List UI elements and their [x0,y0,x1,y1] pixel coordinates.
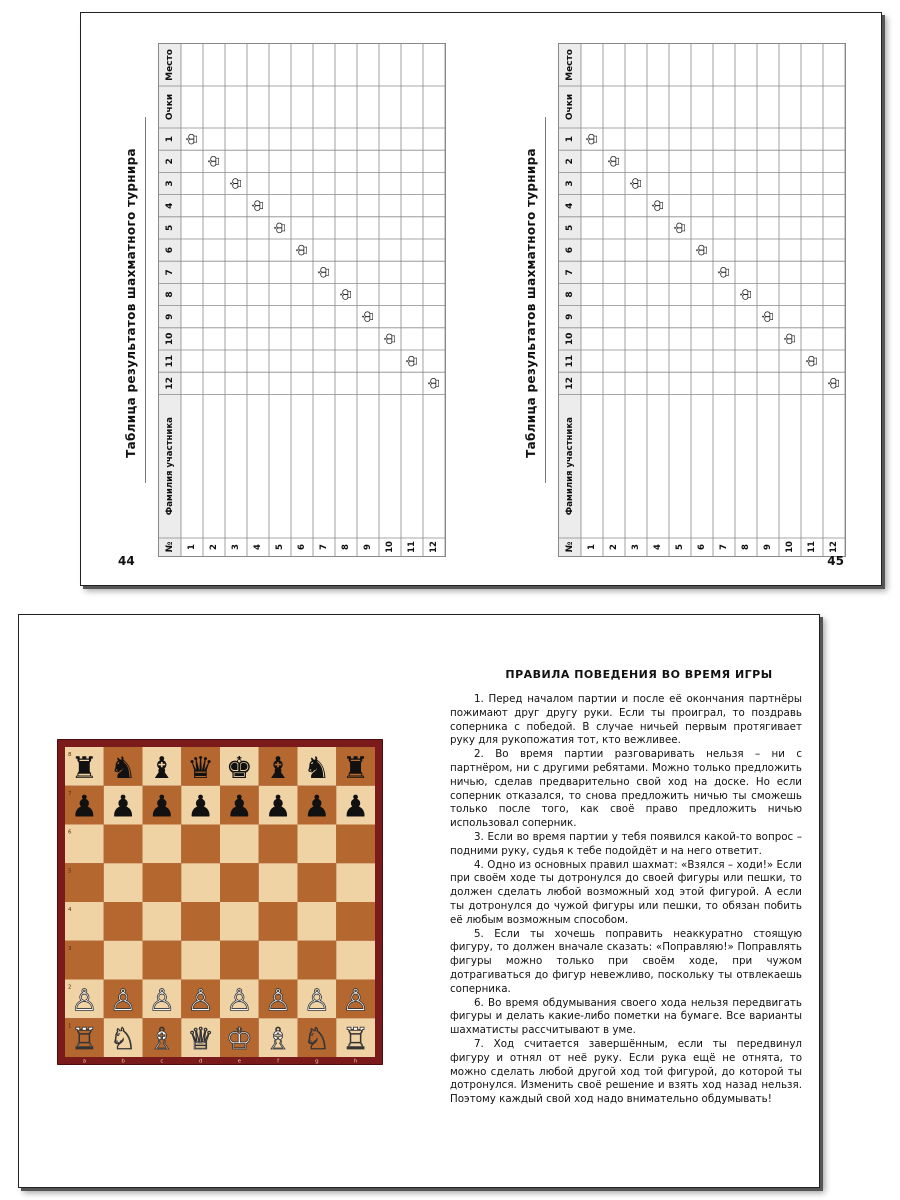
chess-king-icon: ♔ [627,176,645,191]
chess-piece: ♖ [70,1022,98,1058]
board-square [104,863,143,902]
chess-piece: ♖ [342,1022,370,1058]
chess-king-icon: ♔ [205,154,223,169]
chess-piece: ♘ [109,1022,137,1058]
chess-king-icon: ♔ [605,154,623,169]
board-square [220,825,259,864]
row-number-2: 2 [209,544,219,550]
row-number-8: 8 [341,544,351,550]
header-round-9: 9 [565,313,575,320]
chess-piece: ♟ [303,789,331,825]
row-number-11: 11 [807,541,817,553]
row-number-1: 1 [587,544,597,550]
chessboard [57,739,383,1065]
rule-paragraph: 7. Ход считается завершённым, если ты передвинул фигуру и отнял от неё руку. Если рука ещё не отнята, то можно сделать любой другой ход той фигурой, до которой ты дотронулся. Изменить своё решение и взять ход назад нельзя. Поэтому каждый свой ход надо внимательно обдумывать! [450,1037,802,1106]
chess-piece: ♟ [70,789,98,825]
board-square [298,825,337,864]
chess-king-icon: ♔ [825,376,843,391]
board-square [220,902,259,941]
row-number-3: 3 [631,544,641,550]
chess-piece: ♙ [148,983,176,1019]
chess-piece: ♙ [264,983,292,1019]
chess-king-icon: ♔ [403,354,421,368]
rule-paragraph: 6. Во время обдумывания своего хода нельзя передвигать фигуры и делать какие-либо пометки на бумаге. Все варианты шахматисты рассчитывают в уме. [450,996,802,1037]
rules-title: ПРАВИЛА ПОВЕДЕНИЯ ВО ВРЕМЯ ИГРЫ [505,668,773,681]
board-square [181,941,220,980]
chess-king-icon: ♔ [359,309,377,324]
rank-label: 2 [68,984,72,991]
chess-king-icon: ♔ [249,198,267,213]
chess-piece: ♙ [70,983,98,1019]
header-round-1: 1 [565,135,575,143]
file-label: f [277,1058,280,1065]
board-square [336,825,375,864]
board-square [220,863,259,902]
header-round-6: 6 [165,246,175,254]
chess-piece: ♟ [109,789,137,825]
header-round-12: 12 [165,377,175,390]
row-number-4: 4 [253,544,263,550]
file-label: b [121,1058,125,1065]
row-number-12: 12 [829,541,839,553]
title-divider [545,117,546,483]
chess-piece: ♙ [109,983,137,1019]
chess-piece: ♙ [303,983,331,1019]
chess-piece: ♙ [187,983,215,1019]
table-title: Таблица результатов шахматного турнира [124,148,138,458]
row-number-10: 10 [785,541,795,553]
rank-label: 5 [68,868,72,875]
header-round-4: 4 [165,202,175,209]
chess-piece: ♔ [225,1022,253,1058]
rules-text [450,693,802,1107]
board-square [259,825,298,864]
board-square [181,902,220,941]
row-number-1: 1 [187,544,197,550]
chess-king-icon: ♔ [715,265,733,280]
chess-king-icon: ♔ [293,243,311,257]
row-number-6: 6 [297,544,307,550]
chess-piece: ♙ [225,983,253,1019]
title-divider [145,117,146,483]
tournament-table [558,43,846,557]
header-round-5: 5 [165,224,175,232]
row-number-6: 6 [697,544,707,550]
board-square [181,825,220,864]
rank-label: 7 [68,790,72,797]
file-label: c [160,1058,164,1065]
rank-label: 8 [68,752,72,758]
bottom-spread [18,614,820,1188]
table-grid [159,44,445,556]
board-square [143,863,182,902]
chess-piece: ♟ [148,789,176,825]
rule-paragraph: 4. Одно из основных правил шахмат: «Взялся – ходи!» Если при своём ходе ты дотронулся до своей фигуры или пешки, то должен сделать любой возможный ход этой фигурой. А если ты дотронулся до чужой фигуры или пешки, то обязан побить её любым возможным способом. [450,858,802,926]
chess-piece: ♜ [342,750,370,786]
row-number-11: 11 [407,541,417,553]
header-points: Очки [565,93,575,121]
chess-piece: ♕ [187,1022,215,1058]
header-round-6: 6 [565,246,575,254]
chess-piece: ♟ [342,789,370,825]
row-number-9: 9 [363,544,373,550]
page-number: 44 [118,554,135,568]
header-round-11: 11 [165,354,175,368]
header-name: Фамилия участника [165,417,175,516]
chess-king-icon: ♔ [671,221,689,235]
chess-piece: ♝ [264,750,292,786]
row-number-3: 3 [231,544,241,550]
board-square [298,863,337,902]
row-number-2: 2 [609,544,619,550]
table-grid [559,44,845,556]
chess-king-icon: ♔ [315,265,333,280]
row-number-9: 9 [763,544,773,550]
header-round-2: 2 [565,158,575,165]
header-round-1: 1 [165,135,175,143]
file-label: e [237,1058,242,1065]
page-44 [81,13,481,585]
row-number-5: 5 [675,544,685,550]
rank-label: 1 [68,1023,72,1030]
header-round-5: 5 [565,224,575,232]
board-square [143,902,182,941]
chess-king-icon: ♔ [425,376,443,391]
header-round-11: 11 [565,354,575,368]
board-square [104,825,143,864]
board-square [104,902,143,941]
chess-piece: ♟ [264,789,292,825]
header-round-7: 7 [565,269,575,276]
chess-piece: ♞ [109,750,137,786]
file-label: g [315,1058,319,1065]
board-square [298,902,337,941]
board-square [336,902,375,941]
row-number-7: 7 [719,544,729,550]
header-round-4: 4 [565,202,575,209]
header-round-10: 10 [565,332,575,346]
chess-king-icon: ♔ [183,132,201,146]
rank-label: 3 [68,945,72,952]
chess-king-icon: ♔ [781,332,799,346]
chess-piece: ♗ [148,1022,176,1058]
header-round-3: 3 [165,180,175,187]
header-round-9: 9 [165,313,175,320]
file-label: d [198,1058,203,1065]
chess-piece: ♚ [225,750,253,786]
header-no: № [165,541,175,553]
chess-piece: ♟ [225,789,253,825]
chess-piece: ♟ [187,789,215,825]
board-square [143,825,182,864]
row-number-8: 8 [741,544,751,550]
header-place: Место [165,49,175,81]
header-round-12: 12 [565,377,575,390]
board-square [220,941,259,980]
board-square [336,863,375,902]
rule-paragraph: 3. Если во время партии у тебя появился какой-то вопрос – подними руку, судья к тебе подойдёт и на него ответит. [450,830,802,857]
header-round-8: 8 [565,291,575,298]
chess-king-icon: ♔ [381,332,399,346]
header-points: Очки [165,93,175,121]
chess-king-icon: ♔ [271,221,289,235]
table-title: Таблица результатов шахматного турнира [524,148,538,458]
board-square [259,863,298,902]
header-name: Фамилия участника [565,417,575,516]
board-square [143,941,182,980]
header-round-2: 2 [165,158,175,165]
row-number-7: 7 [319,544,329,550]
chess-king-icon: ♔ [583,132,601,146]
header-place: Место [565,49,575,81]
header-round-8: 8 [165,291,175,298]
rule-paragraph: 1. Перед началом партии и после её окончания партнёры пожимают друг другу руки. Если ты проиграл, то поздравь соперника с победой. В случае ничьей первым протягивает руку для рукопожатия тот, кто вежливее. [450,693,802,747]
chess-king-icon: ♔ [759,309,777,324]
header-round-7: 7 [165,269,175,276]
chess-king-icon: ♔ [693,243,711,257]
chess-king-icon: ♔ [337,287,355,302]
chess-piece: ♗ [264,1022,292,1058]
rank-label: 6 [68,829,72,836]
tournament-table [158,43,446,557]
chess-piece: ♜ [70,750,98,786]
row-number-12: 12 [429,541,439,553]
rule-paragraph: 2. Во время партии разговаривать нельзя – ни с партнёром, ни с другими ребятами. Можно только предложить ничью, сделав предварительно свой ход на доске. Но если соперник отказался, то снова предложить ничью ты сможешь только после того, как своё право предложить ничью использовал соперник. [450,748,802,830]
rank-label: 4 [68,907,72,913]
file-label: a [82,1058,87,1065]
row-number-4: 4 [653,544,663,550]
board-square [259,941,298,980]
board-square [298,941,337,980]
header-no: № [565,541,575,553]
chess-piece: ♞ [303,750,331,786]
page-45 [481,13,881,585]
board-square [259,902,298,941]
chess-king-icon: ♔ [227,176,245,191]
header-round-10: 10 [165,332,175,346]
rule-paragraph: 5. Если ты хочешь поправить неаккуратно стоящую фигуру, то должен вначале сказать: «Поправляю!» Поправлять фигуры можно только при своём ходе, при чужом дотрагиваться до фигур невежливо, поскольку ты отвлекаешь соперника. [450,927,802,995]
chess-piece: ♘ [303,1022,331,1058]
top-spread [80,12,882,586]
board-square [336,941,375,980]
chess-piece: ♙ [342,983,370,1019]
header-round-3: 3 [565,180,575,187]
chess-piece: ♝ [148,750,176,786]
chess-king-icon: ♔ [803,354,821,368]
page-number: 45 [827,554,844,568]
chess-king-icon: ♔ [737,287,755,302]
board-square [104,941,143,980]
board-square [181,863,220,902]
file-label: h [353,1058,358,1065]
row-number-5: 5 [275,544,285,550]
chess-king-icon: ♔ [649,198,667,213]
chess-piece: ♛ [187,750,215,786]
row-number-10: 10 [385,541,395,553]
